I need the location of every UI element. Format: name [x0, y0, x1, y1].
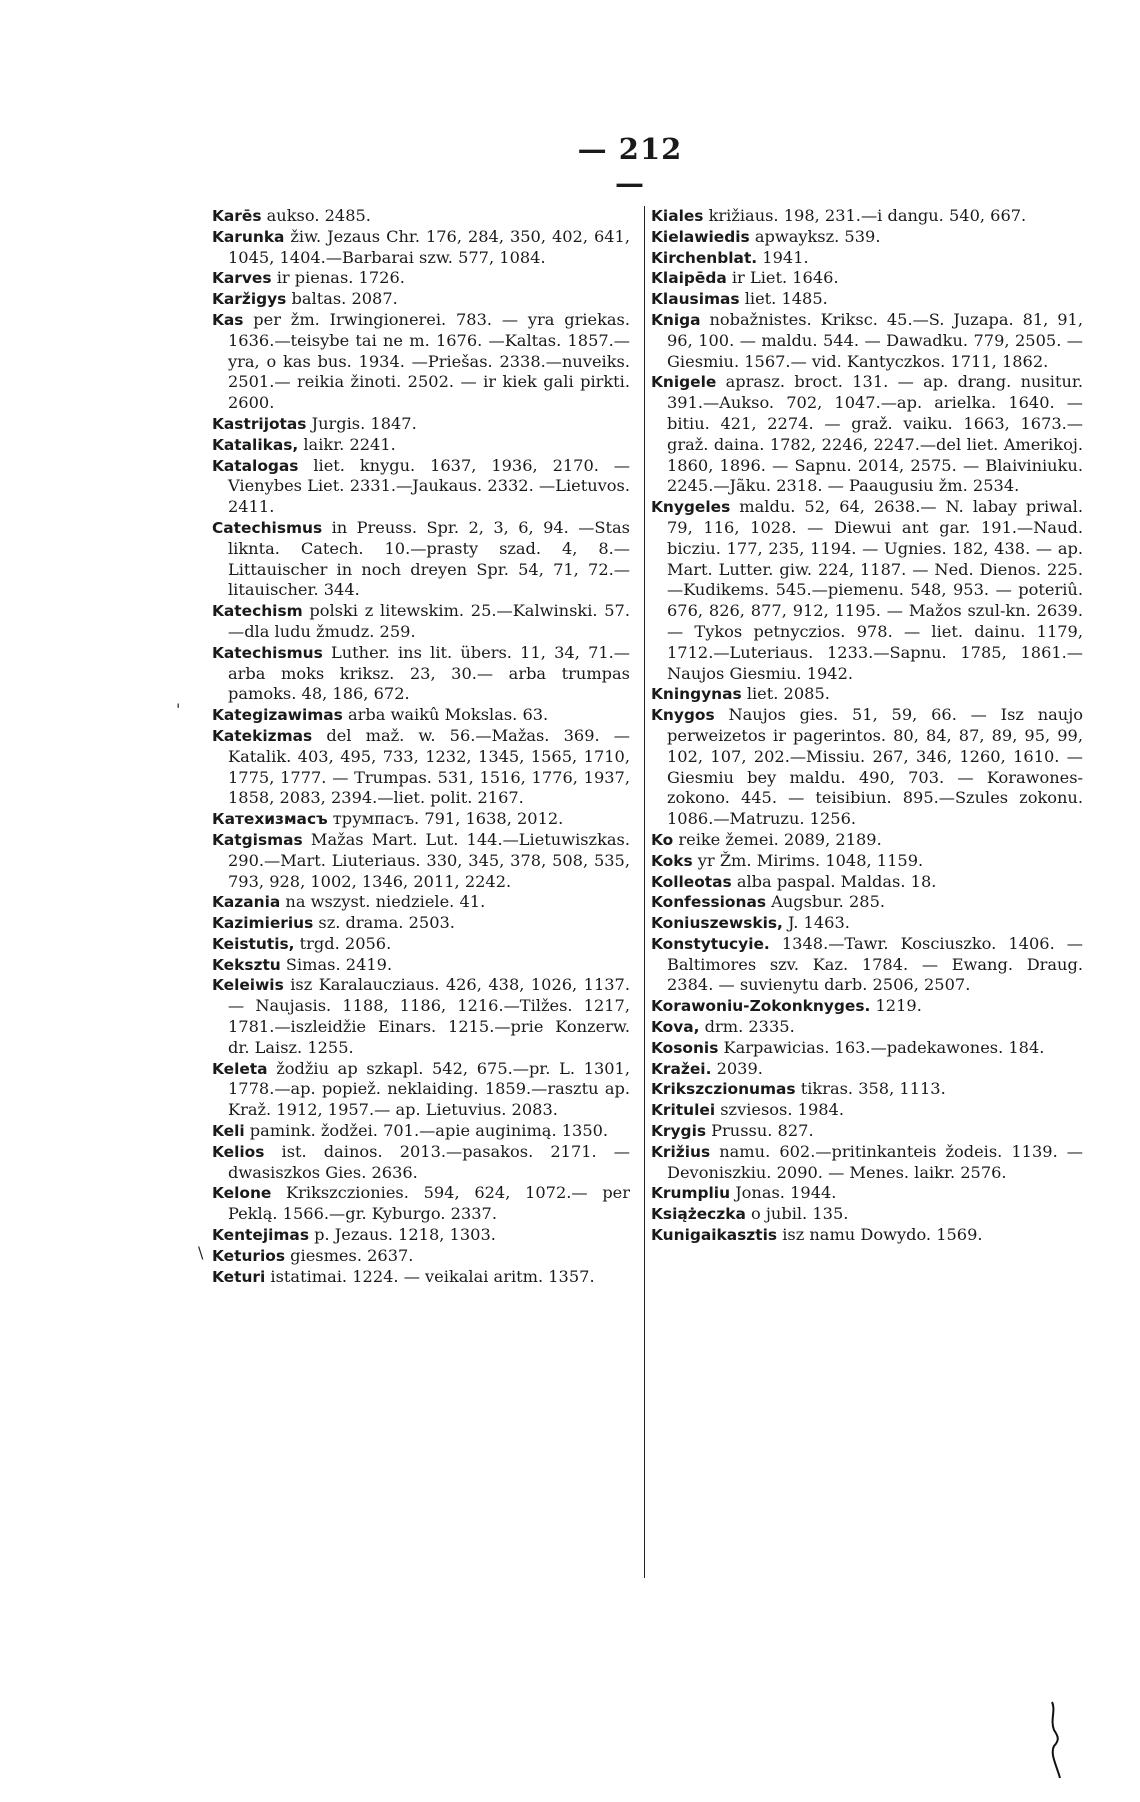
entry-text: nobažnistes. Kriksc. 45.—S. Juzapa. 81, 91, 96, 100. — maldu. 544. — Dawadku. 779, 2505. — Giesmiu. 1567.— vid. Kantyczkos. 1711, 1862.: [667, 309, 1083, 371]
entry-text: isz Karalaucziaus. 426, 438, 1026, 1137. — Naujasis. 1188, 1186, 1216.—Tilžes. 1217, 1781.—iszleidžie Einars. 1215.—prie Konzerw. dr. Laisz. 1255.: [228, 975, 630, 1057]
entry-heading: Katekizmas: [212, 726, 313, 745]
entry-heading: Kningynas: [651, 685, 742, 704]
index-entry: [212, 1121, 630, 1142]
entry-text: p. Jezaus. 1218, 1303.: [308, 1225, 496, 1245]
index-entry: [651, 1225, 1083, 1246]
entry-text: giesmes. 2637.: [285, 1245, 414, 1265]
entry-text: 1941.: [757, 247, 809, 267]
margin-mark: ': [176, 700, 181, 719]
entry-heading: Kniga: [651, 310, 701, 329]
index-entry: [212, 206, 630, 227]
entry-heading: Catechismus: [212, 518, 323, 537]
entry-text: trgd. 2056.: [294, 933, 392, 953]
entry-heading: Krikszczionumas: [651, 1080, 796, 1099]
entry-heading: Kirchenblat.: [651, 248, 758, 267]
entry-heading: Klausimas: [651, 290, 740, 309]
index-entry: [651, 268, 1083, 289]
entry-text: Prussu. 827.: [706, 1121, 814, 1141]
index-column-left: [212, 206, 630, 1287]
index-entry: [651, 1121, 1083, 1142]
entry-text: ist. dainos. 2013.—pasakos. 2171. —dwasiszkos Gies. 2636.: [228, 1141, 630, 1182]
entry-heading: Karves: [212, 269, 272, 288]
index-entry: [651, 227, 1083, 248]
entry-heading: Katgismas: [212, 830, 303, 849]
entry-text: Mažas Mart. Lut. 144.—Lietuwiszkas. 290.—Mart. Liuteriaus. 330, 345, 378, 508, 535, 793, 928, 1002, 1346, 2011, 2242.: [228, 829, 630, 891]
bracket-icon: [1046, 1700, 1066, 1780]
entry-text: liet. 2085.: [741, 684, 830, 704]
index-entry: [212, 310, 630, 414]
index-entry: [212, 934, 630, 955]
entry-heading: Konfessionas: [651, 893, 766, 912]
entry-text: maldu. 52, 64, 2638.— N. labay priwal. 79, 116, 1028. — Diewui ant gar. 191.—Naud. bicziu. 177, 235, 1194. — Ugnies. 182, 438. — ap. Mart. Lutter. giw. 224, 1187. — Ned. Dienos. 225.—Kudikems. 545.—piemenu. 548, 953. — poteriû. 676, 826, 877, 912, 1195. — Mažos szul-kn. 2639. — Tykos petnyczios. 978. — liet. dainu. 1179, 1712.—Luteriaus. 1233.—Sapnu. 1785, 1861.—Naujos Giesmiu. 1942.: [667, 497, 1083, 683]
entry-text: drm. 2335.: [699, 1017, 795, 1037]
index-entry: [651, 705, 1083, 830]
index-entry: [212, 892, 630, 913]
entry-text: polski z litewskim. 25.—Kalwinski. 57.—dla ludu žmudz. 259.: [228, 601, 630, 641]
index-entry: [651, 996, 1083, 1017]
index-entry: [651, 1142, 1083, 1184]
entry-text: del maž. w. 56.—Mažas. 369. —Katalik. 403, 495, 733, 1232, 1345, 1565, 1710, 1775, 1777. — Trumpas. 531, 1516, 1776, 1937, 1858, 2083, 2394.—liet. polit. 2167.: [228, 725, 630, 808]
entry-text: 1219.: [870, 996, 922, 1016]
index-column-right: [644, 206, 1083, 1578]
entry-text: apwayksz. 539.: [749, 226, 881, 246]
index-entry: [212, 435, 630, 456]
entry-text: baltas. 2087.: [286, 289, 398, 309]
entry-heading: Knygos: [651, 706, 715, 725]
entry-heading: Kosonis: [651, 1038, 719, 1057]
index-entry: [212, 289, 630, 310]
entry-heading: Keistutis,: [212, 934, 295, 953]
entry-text: pamink. žodžei. 701.—apie auginimą. 1350.: [244, 1121, 609, 1141]
entry-heading: Karunka: [212, 227, 285, 246]
index-entry: [651, 1059, 1083, 1080]
index-entry: [212, 705, 630, 726]
index-entry: [212, 726, 630, 809]
entry-heading: Kazimierius: [212, 914, 314, 933]
entry-text: tikras. 358, 1113.: [795, 1079, 946, 1099]
entry-heading: Kolleotas: [651, 872, 732, 891]
entry-text: szviesos. 1984.: [715, 1100, 844, 1120]
index-entry: [212, 518, 630, 601]
entry-text: in Preuss. Spr. 2, 3, 6, 94. —Stas liknta. Catech. 10.—prasty szad. 4, 8.—Littauischer in noch dreyen Spr. 54, 71, 72.—litauischer. 344.: [228, 517, 630, 600]
entry-heading: Kiales: [651, 207, 704, 225]
entry-text: sz. drama. 2503.: [313, 913, 455, 933]
index-entry: [212, 955, 630, 976]
entry-text: Jonas. 1944.: [730, 1183, 837, 1203]
index-entry: [212, 809, 630, 830]
index-entry: [212, 456, 630, 518]
entry-heading: Kazania: [212, 893, 281, 912]
entry-text: alba paspal. Maldas. 18.: [731, 871, 937, 891]
entry-heading: Katalikas,: [212, 435, 299, 454]
entry-text: yr Žm. Mirims. 1048, 1159.: [692, 850, 924, 870]
entry-heading: Kas: [212, 310, 244, 329]
entry-heading: Katechismus: [212, 643, 323, 662]
entry-text: liet. 1485.: [739, 289, 828, 309]
index-entry: [651, 289, 1083, 310]
index-entry: [651, 872, 1083, 893]
entry-text: na wszyst. niedziele. 41.: [280, 892, 486, 912]
entry-heading: Kova,: [651, 1018, 700, 1037]
index-entry: [651, 1038, 1083, 1059]
index-entry: [651, 372, 1083, 497]
entry-heading: Kategizawimas: [212, 706, 343, 725]
entry-heading: Karžigys: [212, 290, 287, 309]
entry-heading: Korawoniu-Zokonknyges.: [651, 997, 871, 1016]
entry-heading: Koks: [651, 851, 693, 870]
index-entry: [212, 643, 630, 705]
entry-heading: Keturi: [212, 1267, 266, 1286]
entry-heading: Ko: [651, 830, 674, 849]
entry-heading: Karēs: [212, 207, 262, 225]
index-entry: [651, 830, 1083, 851]
entry-text: 2039.: [711, 1058, 763, 1078]
entry-text: per žm. Irwingionerei. 783. — yra griekas. 1636.—teisybe tai ne m. 1676. —Kaltas. 1857.—yra, o kas bus. 1934. —Priešas. 2338.—nuveiks. 2501.— reikia žinoti. 2502. — ir kiek gali pirkti. 2600.: [228, 309, 630, 413]
entry-heading: Krygis: [651, 1122, 707, 1141]
entry-text: Augsbur. 285.: [766, 892, 886, 912]
index-entry: [651, 684, 1083, 705]
entry-text: Krikszczionies. 594, 624, 1072.— per Peklą. 1566.—gr. Kyburgo. 2337.: [228, 1183, 630, 1224]
entry-heading: Keturios: [212, 1246, 286, 1265]
entry-heading: Keleiwis: [212, 976, 284, 995]
entry-heading: Катехизмасъ: [212, 810, 328, 829]
entry-text: Naujos gies. 51, 59, 66. — Isz naujo perweizetos ir pagerintos. 80, 84, 87, 89, 95, 99, 102, 107, 202.—Missiu. 267, 346, 1260, 1610. — Giesmiu bey maldu. 490, 703. — Korawones-zokono. 445. — teisibiun. 895.—Szules zokonu. 1086.—Matruzu. 1256.: [667, 705, 1083, 829]
entry-text: liet. knygu. 1637, 1936, 2170. —Vienybes Liet. 2331.—Jaukaus. 2332. —Lietuvos. 2411.: [228, 455, 630, 517]
index-entry: [651, 1079, 1083, 1100]
entry-text: istatimai. 1224. — veikalai aritm. 1357.: [265, 1266, 595, 1286]
index-entry: [212, 268, 630, 289]
entry-heading: Kelios: [212, 1142, 265, 1161]
entry-text: križiaus. 198, 231.—i dangu. 540, 667.: [703, 206, 1027, 225]
entry-text: Karpawicias. 163.—padekawones. 184.: [718, 1037, 1045, 1057]
index-entry: [651, 497, 1083, 684]
index-entry: [651, 206, 1083, 227]
index-entry: [651, 248, 1083, 269]
entry-heading: Klaipēda: [651, 269, 727, 288]
entry-text: žiw. Jezaus Chr. 176, 284, 350, 402, 641, 1045, 1404.—Barbarai szw. 577, 1084.: [228, 226, 630, 267]
entry-text: 1348.—Tawr. Kosciuszko. 1406. — Baltimores szv. Kaz. 1784. — Ewang. Draug. 2384. — suvienytu darb. 2506, 2507.: [667, 933, 1083, 995]
index-entry: [651, 913, 1083, 934]
entry-text: aprasz. broct. 131. — ap. drang. nusitur. 391.—Aukso. 702, 1047.—ap. arielka. 1640. — bitiu. 421, 2274. — graž. vaiku. 1663, 1673.—graž. daina. 1782, 2246, 2247.—del liet. Amerikoj. 1860, 1896. — Sapnu. 2014, 2575. — Blaiviniuku. 2245.—Jãku. 2318. — Paaugusiu žm. 2534.: [667, 372, 1083, 496]
index-entry: [212, 1225, 630, 1246]
entry-heading: Keli: [212, 1122, 245, 1141]
entry-text: laikr. 2241.: [298, 434, 396, 454]
index-entry: [212, 1183, 630, 1225]
index-entry: [212, 227, 630, 269]
entry-heading: Križius: [651, 1142, 711, 1161]
entry-heading: Kentejimas: [212, 1226, 309, 1245]
page-number: — 212 —: [577, 132, 683, 200]
index-entry: [212, 913, 630, 934]
entry-heading: Krumpliu: [651, 1184, 731, 1203]
index-entry: [212, 1246, 630, 1267]
entry-heading: Koniuszewskis,: [651, 914, 783, 933]
entry-text: o jubil. 135.: [745, 1204, 849, 1224]
entry-heading: Konstytucyie.: [651, 934, 770, 953]
entry-text: aukso. 2485.: [261, 206, 371, 225]
entry-heading: Knigele: [651, 373, 717, 392]
entry-text: ir Liet. 1646.: [726, 268, 839, 288]
entry-text: isz namu Dowydo. 1569.: [777, 1225, 983, 1245]
entry-heading: Katalogas: [212, 456, 299, 475]
index-entry: [212, 414, 630, 435]
index-entry: [212, 975, 630, 1058]
index-entry: [651, 1017, 1083, 1038]
entry-heading: Książeczka: [651, 1205, 746, 1224]
entry-heading: Knygeles: [651, 498, 731, 517]
entry-text: J. 1463.: [782, 913, 850, 933]
index-entry: [212, 830, 630, 892]
entry-text: трумпасъ. 791, 1638, 2012.: [327, 809, 564, 829]
index-entry: [651, 310, 1083, 372]
entry-heading: Kunigaikasztis: [651, 1226, 778, 1245]
entry-text: Luther. ins lit. übers. 11, 34, 71.—arba moks kriksz. 23, 30.— arba trumpas pamoks. 48, 186, 672.: [228, 642, 630, 704]
entry-text: arba waikû Mokslas. 63.: [342, 705, 549, 725]
index-entry: [212, 1142, 630, 1184]
index-entry: [212, 1059, 630, 1121]
entry-text: namu. 602.—pritinkanteis žodeis. 1139. — Devoniszkiu. 2090. — Menes. laikr. 2576.: [667, 1141, 1083, 1182]
index-entry: [212, 601, 630, 643]
entry-heading: Kielawiedis: [651, 227, 750, 246]
entry-heading: Katechism: [212, 602, 303, 621]
entry-heading: Kritulei: [651, 1101, 716, 1120]
entry-heading: Kastrijotas: [212, 414, 307, 433]
index-entry: [651, 892, 1083, 913]
entry-text: Simas. 2419.: [280, 954, 393, 974]
index-entry: [651, 1100, 1083, 1121]
entry-heading: Kelone: [212, 1184, 272, 1203]
index-entry: [212, 1267, 630, 1288]
entry-heading: Keleta: [212, 1059, 268, 1078]
index-entry: [651, 851, 1083, 872]
entry-heading: Kražei.: [651, 1059, 712, 1078]
entry-text: žodžiu ap szkapl. 542, 675.—pr. L. 1301, 1778.—ap. popiež. neklaiding. 1859.—rasztu ap. Kraž. 1912, 1957.— ap. Lietuvius. 2083.: [228, 1058, 630, 1120]
index-entry: [651, 1183, 1083, 1204]
entry-heading: Keksztu: [212, 955, 281, 974]
entry-text: ir pienas. 1726.: [271, 268, 405, 288]
entry-text: reike žemei. 2089, 2189.: [673, 829, 882, 849]
entry-text: Jurgis. 1847.: [306, 413, 417, 433]
index-entry: [651, 934, 1083, 996]
margin-mark: \: [198, 1243, 204, 1262]
index-entry: [651, 1204, 1083, 1225]
